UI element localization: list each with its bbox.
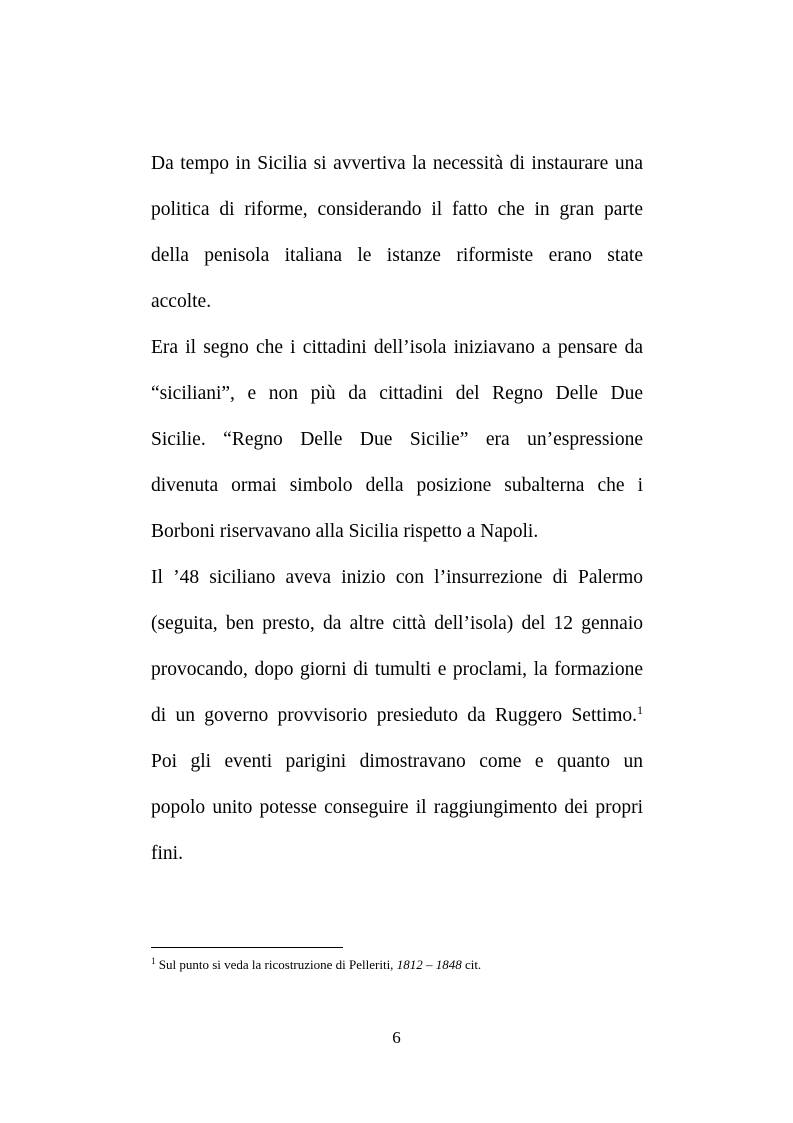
footnote [151, 957, 481, 973]
body-line-3: della penisola italiana le istanze riformiste erano state [151, 245, 643, 266]
body-line-9: Borboni riservavano alla Sicilia rispetto a Napoli. [151, 521, 539, 542]
body-line-13-text: di un governo provvisorio presieduto da Ruggero Settimo. [151, 705, 637, 726]
body-line-14: Poi gli eventi parigini dimostravano come e quanto un [151, 751, 643, 772]
body-line-2: politica di riforme, considerando il fatto che in gran parte [151, 199, 643, 220]
page-number: 6 [392, 1028, 401, 1047]
body-line-6: “siciliani”, e non più da cittadini del Regno Delle Due [151, 383, 643, 404]
body-line-1: Da tempo in Sicilia si avvertiva la necessità di instaurare una [151, 153, 643, 174]
footnote-number: 1 [151, 956, 156, 966]
body-line-12: provocando, dopo giorni di tumulti e proclami, la formazione [151, 659, 643, 680]
body-line-15: popolo unito potesse conseguire il raggiungimento dei propri [151, 797, 643, 818]
footnote-separator [151, 947, 343, 948]
footnote-reference[interactable]: 1 [637, 703, 643, 717]
body-line-8: divenuta ormai simbolo della posizione subalterna che i [151, 475, 643, 496]
footnote-title: 1812 – 1848 [396, 957, 462, 972]
body-line-4: accolte. [151, 291, 212, 312]
body-line-7: Sicilie. “Regno Delle Due Sicilie” era un’espressione [151, 429, 643, 450]
body-line-5: Era il segno che i cittadini dell’isola iniziavano a pensare da [151, 337, 643, 358]
footnote-cit: cit. [464, 957, 482, 972]
body-line-13 [151, 704, 643, 728]
body-line-10: Il ’48 siciliano aveva inizio con l’insurrezione di Palermo [151, 567, 643, 588]
footnote-text: Sul punto si veda la ricostruzione di Pelleriti, [158, 957, 394, 972]
body-line-16: fini. [151, 843, 183, 864]
body-line-11: (seguita, ben presto, da altre città dell’isola) del 12 gennaio [151, 613, 643, 634]
